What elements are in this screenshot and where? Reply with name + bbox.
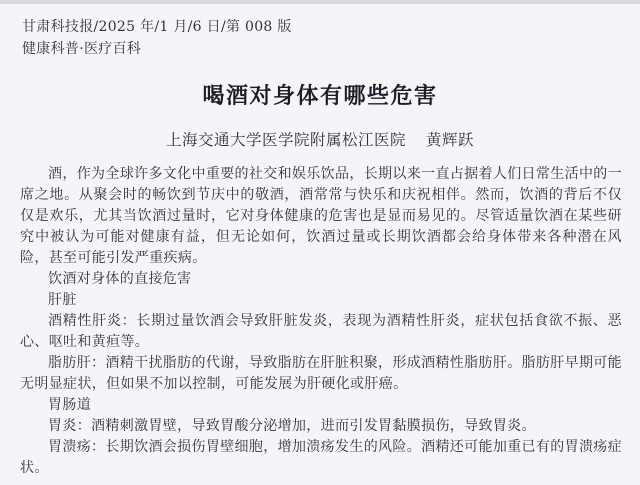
article-subheading: 饮酒对身体的直接危害	[48, 271, 192, 287]
article-paragraph: 酒，作为全球许多文化中重要的社交和娱乐饮品，长期以来一直占据着人们日常生活中的一席之地。从聚会时的畅饮到节庆中的敬酒，酒常常与快乐和庆祝相伴。然而，饮酒的背后不仅仅是欢乐，尤其当饮酒过量时，它对身体健康的危害也是显而易见的。尽管适量饮酒在某些研究中被认为可能对健康有益，但无论如何，饮酒过量或长期饮酒都会给身体带来各种潜在风险，甚至可能引发严重疾病。	[20, 166, 622, 266]
article-paragraph: 胃炎：酒精刺激胃壁，导致胃酸分泌增加，进而引发胃黏膜损伤，导致胃炎。	[48, 418, 536, 434]
article-paragraph: 胃溃疡：长期饮酒会损伤胃壁细胞，增加溃疡发生的风险。酒精还可能加重已有的胃溃疡症状。	[20, 439, 622, 476]
article-subheading: 胃肠道	[48, 397, 92, 413]
byline-affiliation: 上海交通大学医学院附属松江医院	[165, 131, 406, 149]
article-body	[0, 164, 640, 479]
article-byline	[0, 130, 640, 150]
article-paragraph: 酒精性肝炎：长期过量饮酒会导致肝脏发炎，表现为酒精性肝炎，症状包括食欲不振、恶心、呕吐和黄疸等。	[20, 313, 622, 350]
article-paragraph: 脂肪肝：酒精干扰脂肪的代谢，导致脂肪在肝脏积聚，形成酒精性脂肪肝。脂肪肝早期可能无明显症状，但如果不加以控制，可能发展为肝硬化或肝癌。	[20, 355, 622, 392]
byline-author: 黄辉跃	[426, 131, 475, 149]
masthead-section-line: 健康科普·医疗百科	[22, 41, 142, 57]
masthead-publication-line: 甘肃科技报/2025 年/1 月/6 日/第 008 版	[22, 19, 292, 35]
masthead	[0, 4, 640, 60]
article-title: 喝酒对身体有哪些危害	[202, 83, 438, 109]
article-subheading: 肝脏	[48, 292, 77, 308]
